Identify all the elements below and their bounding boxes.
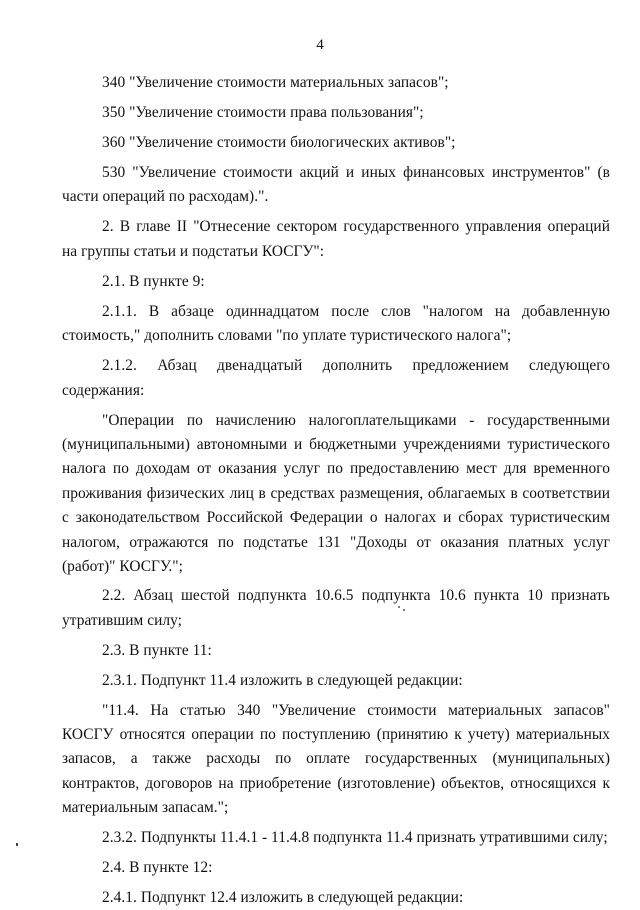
paragraph-2-4: 2.4. В пункте 12: xyxy=(102,858,213,876)
paragraph-2-4-1: 2.4.1. Подпункт 12.4 изложить в следующей редакции: xyxy=(102,888,464,906)
scan-mark xyxy=(16,843,18,846)
paragraph-350: 350 "Увеличение стоимости права пользования"; xyxy=(102,104,424,121)
page-number: 4 xyxy=(316,37,324,53)
paragraph-2-2: 2.2. Абзац шестой подпункта 10.6.5 подпункта 10.6 пункта 10 признать утратившим силу; xyxy=(62,587,610,629)
paragraph-360: 360 "Увеличение стоимости биологических активов"; xyxy=(102,134,456,151)
paragraph-quote-tourist-tax: "Операции по начислению налогоплательщиками - государственными (муниципальными) автономными и бюджетными учреждениями туристического налога по доходам от оказания услуг по предоставлению мест для временного проживания физических лиц в средствах размещения, облагаемых в соответствии с законодательством Российской Федерации о налогах и сборах туристическим налогом, отражаются по подстатье 131 "Доходы от оказания платных услуг (работ)" КОСГУ."; xyxy=(62,411,610,576)
paragraph-2-1-1: 2.1.1. В абзаце одиннадцатом после слов "налогом на добавленную стоимость," дополнить словами "по уплате туристического налога"; xyxy=(62,302,610,345)
scan-speck xyxy=(403,609,405,611)
paragraph-2-1: 2.1. В пункте 9: xyxy=(102,272,205,290)
document-body xyxy=(62,71,610,910)
paragraph-530: 530 "Увеличение стоимости акций и иных финансовых инструментов" (в части операций по расходам).". xyxy=(62,164,610,206)
paragraph-2: 2. В главе II "Отнесение сектором государственного управления операций на группы статьи и подстатьи КОСГУ": xyxy=(62,218,610,260)
paragraph-340: 340 "Увеличение стоимости материальных запасов"; xyxy=(102,74,449,91)
paragraph-2-1-2: 2.1.2. Абзац двенадцатый дополнить предложением следующего содержания: xyxy=(62,357,610,399)
paragraph-quote-11-4: "11.4. На статью 340 "Увеличение стоимости материальных запасов" КОСГУ относятся операции по поступлению (принятию к учету) материальных запасов, а также расходы по оплате государственных (муниципальных) контрактов, договоров на приобретение (изготовление) объектов, относящихся к материальным запасам."; xyxy=(62,701,610,817)
paragraph-2-3-2: 2.3.2. Подпункты 11.4.1 - 11.4.8 подпункта 11.4 признать утратившими силу; xyxy=(102,828,608,846)
paragraph-2-3-1: 2.3.1. Подпункт 11.4 изложить в следующей редакции: xyxy=(102,671,463,689)
scan-speck xyxy=(398,606,400,608)
paragraph-2-3: 2.3. В пункте 11: xyxy=(102,641,212,659)
